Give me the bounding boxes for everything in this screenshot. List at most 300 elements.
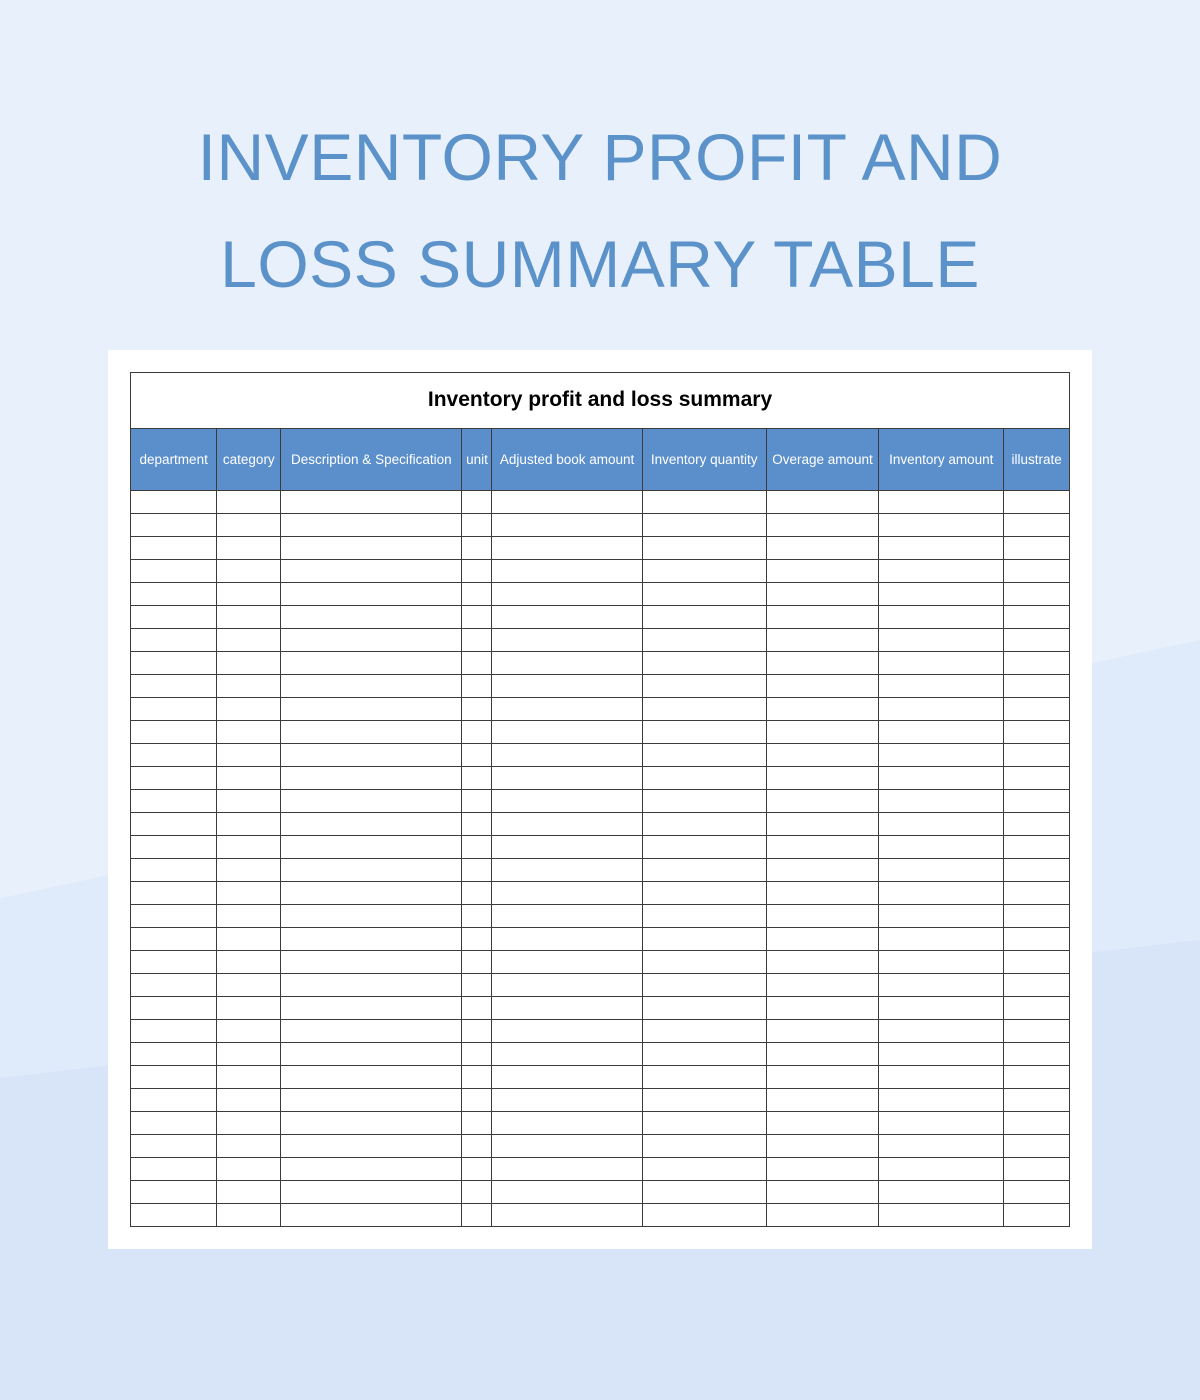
table-cell[interactable] [1004, 720, 1070, 743]
table-cell[interactable] [281, 1203, 462, 1226]
table-row[interactable] [131, 559, 1070, 582]
table-cell[interactable] [766, 766, 879, 789]
table-row[interactable] [131, 812, 1070, 835]
table-cell[interactable] [131, 904, 217, 927]
table-cell[interactable] [642, 996, 766, 1019]
table-cell[interactable] [766, 490, 879, 513]
table-cell[interactable] [642, 536, 766, 559]
table-cell[interactable] [281, 927, 462, 950]
table-row[interactable] [131, 973, 1070, 996]
table-cell[interactable] [492, 697, 642, 720]
table-cell[interactable] [217, 1042, 281, 1065]
table-cell[interactable] [766, 628, 879, 651]
table-cell[interactable] [462, 1157, 492, 1180]
table-cell[interactable] [492, 950, 642, 973]
table-cell[interactable] [642, 605, 766, 628]
table-cell[interactable] [642, 927, 766, 950]
table-cell[interactable] [281, 766, 462, 789]
table-cell[interactable] [642, 858, 766, 881]
table-cell[interactable] [879, 950, 1004, 973]
table-cell[interactable] [642, 1203, 766, 1226]
table-cell[interactable] [217, 1065, 281, 1088]
table-cell[interactable] [766, 1180, 879, 1203]
table-cell[interactable] [217, 674, 281, 697]
table-cell[interactable] [281, 513, 462, 536]
table-cell[interactable] [642, 766, 766, 789]
table-cell[interactable] [462, 1088, 492, 1111]
table-cell[interactable] [1004, 1180, 1070, 1203]
table-cell[interactable] [281, 582, 462, 605]
table-cell[interactable] [492, 1203, 642, 1226]
table-cell[interactable] [217, 490, 281, 513]
table-cell[interactable] [1004, 881, 1070, 904]
table-row[interactable] [131, 1134, 1070, 1157]
table-cell[interactable] [217, 582, 281, 605]
table-row[interactable] [131, 513, 1070, 536]
table-cell[interactable] [217, 927, 281, 950]
table-cell[interactable] [642, 628, 766, 651]
table-cell[interactable] [879, 559, 1004, 582]
table-row[interactable] [131, 1111, 1070, 1134]
table-cell[interactable] [879, 1088, 1004, 1111]
table-cell[interactable] [131, 789, 217, 812]
table-cell[interactable] [131, 973, 217, 996]
table-cell[interactable] [642, 674, 766, 697]
table-cell[interactable] [766, 904, 879, 927]
table-cell[interactable] [766, 1088, 879, 1111]
table-row[interactable] [131, 720, 1070, 743]
table-cell[interactable] [879, 858, 1004, 881]
table-row[interactable] [131, 697, 1070, 720]
table-cell[interactable] [131, 490, 217, 513]
table-cell[interactable] [879, 881, 1004, 904]
table-cell[interactable] [642, 835, 766, 858]
inventory-table[interactable] [130, 372, 1070, 1227]
table-cell[interactable] [766, 1157, 879, 1180]
table-row[interactable] [131, 582, 1070, 605]
table-cell[interactable] [131, 1019, 217, 1042]
table-cell[interactable] [1004, 674, 1070, 697]
table-cell[interactable] [217, 513, 281, 536]
table-cell[interactable] [131, 559, 217, 582]
table-cell[interactable] [1004, 927, 1070, 950]
table-cell[interactable] [492, 766, 642, 789]
table-cell[interactable] [131, 766, 217, 789]
table-cell[interactable] [281, 858, 462, 881]
table-cell[interactable] [642, 1134, 766, 1157]
table-cell[interactable] [642, 513, 766, 536]
table-cell[interactable] [766, 1042, 879, 1065]
table-cell[interactable] [281, 697, 462, 720]
table-cell[interactable] [217, 881, 281, 904]
table-cell[interactable] [766, 1203, 879, 1226]
table-cell[interactable] [281, 1157, 462, 1180]
table-cell[interactable] [217, 1019, 281, 1042]
table-cell[interactable] [492, 628, 642, 651]
table-cell[interactable] [492, 1134, 642, 1157]
table-cell[interactable] [281, 1134, 462, 1157]
table-cell[interactable] [766, 674, 879, 697]
table-cell[interactable] [131, 835, 217, 858]
table-cell[interactable] [1004, 858, 1070, 881]
table-cell[interactable] [462, 513, 492, 536]
table-cell[interactable] [879, 743, 1004, 766]
table-cell[interactable] [1004, 1134, 1070, 1157]
table-cell[interactable] [281, 674, 462, 697]
table-cell[interactable] [281, 996, 462, 1019]
table-cell[interactable] [642, 651, 766, 674]
table-cell[interactable] [492, 1088, 642, 1111]
table-cell[interactable] [1004, 904, 1070, 927]
table-cell[interactable] [217, 766, 281, 789]
table-row[interactable] [131, 835, 1070, 858]
table-cell[interactable] [462, 927, 492, 950]
table-cell[interactable] [217, 1111, 281, 1134]
table-cell[interactable] [281, 1042, 462, 1065]
table-cell[interactable] [879, 835, 1004, 858]
table-cell[interactable] [462, 536, 492, 559]
table-cell[interactable] [462, 789, 492, 812]
table-cell[interactable] [1004, 490, 1070, 513]
table-cell[interactable] [281, 789, 462, 812]
table-cell[interactable] [642, 904, 766, 927]
table-cell[interactable] [217, 559, 281, 582]
table-row[interactable] [131, 1019, 1070, 1042]
column-header-description-specification[interactable]: Description & Specification [281, 428, 462, 490]
table-cell[interactable] [217, 950, 281, 973]
table-cell[interactable] [642, 490, 766, 513]
table-cell[interactable] [492, 904, 642, 927]
table-cell[interactable] [642, 1042, 766, 1065]
table-cell[interactable] [766, 536, 879, 559]
table-cell[interactable] [879, 697, 1004, 720]
table-cell[interactable] [281, 536, 462, 559]
table-cell[interactable] [1004, 789, 1070, 812]
table-cell[interactable] [879, 1065, 1004, 1088]
table-cell[interactable] [492, 835, 642, 858]
table-cell[interactable] [879, 1019, 1004, 1042]
table-cell[interactable] [879, 628, 1004, 651]
table-cell[interactable] [462, 1042, 492, 1065]
table-cell[interactable] [879, 1134, 1004, 1157]
table-cell[interactable] [131, 950, 217, 973]
table-cell[interactable] [281, 651, 462, 674]
table-cell[interactable] [879, 605, 1004, 628]
table-row[interactable] [131, 904, 1070, 927]
table-cell[interactable] [131, 1111, 217, 1134]
table-cell[interactable] [766, 1134, 879, 1157]
table-cell[interactable] [879, 513, 1004, 536]
column-header-overage-amount[interactable]: Overage amount [766, 428, 879, 490]
table-cell[interactable] [131, 812, 217, 835]
table-cell[interactable] [492, 858, 642, 881]
column-header-illustrate[interactable]: illustrate [1004, 428, 1070, 490]
table-cell[interactable] [281, 881, 462, 904]
table-cell[interactable] [766, 513, 879, 536]
table-cell[interactable] [1004, 973, 1070, 996]
table-cell[interactable] [492, 881, 642, 904]
table-cell[interactable] [492, 605, 642, 628]
table-cell[interactable] [462, 651, 492, 674]
table-row[interactable] [131, 628, 1070, 651]
table-cell[interactable] [281, 950, 462, 973]
table-cell[interactable] [281, 1180, 462, 1203]
table-cell[interactable] [131, 858, 217, 881]
table-cell[interactable] [462, 996, 492, 1019]
table-row[interactable] [131, 996, 1070, 1019]
table-cell[interactable] [879, 996, 1004, 1019]
table-cell[interactable] [217, 973, 281, 996]
table-cell[interactable] [462, 582, 492, 605]
column-header-inventory-amount[interactable]: Inventory amount [879, 428, 1004, 490]
table-cell[interactable] [642, 559, 766, 582]
table-cell[interactable] [492, 1065, 642, 1088]
table-cell[interactable] [462, 490, 492, 513]
table-cell[interactable] [462, 1180, 492, 1203]
table-cell[interactable] [879, 1180, 1004, 1203]
table-cell[interactable] [642, 743, 766, 766]
table-cell[interactable] [1004, 835, 1070, 858]
table-cell[interactable] [131, 1042, 217, 1065]
table-cell[interactable] [1004, 1203, 1070, 1226]
table-cell[interactable] [131, 582, 217, 605]
table-cell[interactable] [879, 927, 1004, 950]
table-cell[interactable] [879, 1157, 1004, 1180]
table-cell[interactable] [879, 536, 1004, 559]
table-cell[interactable] [766, 743, 879, 766]
table-cell[interactable] [217, 536, 281, 559]
table-cell[interactable] [1004, 743, 1070, 766]
table-cell[interactable] [462, 812, 492, 835]
table-cell[interactable] [642, 1065, 766, 1088]
table-row[interactable] [131, 490, 1070, 513]
table-cell[interactable] [642, 1157, 766, 1180]
table-row[interactable] [131, 1065, 1070, 1088]
table-cell[interactable] [766, 697, 879, 720]
table-cell[interactable] [131, 927, 217, 950]
table-row[interactable] [131, 1088, 1070, 1111]
table-cell[interactable] [492, 973, 642, 996]
table-cell[interactable] [281, 628, 462, 651]
table-cell[interactable] [642, 950, 766, 973]
table-cell[interactable] [281, 835, 462, 858]
table-cell[interactable] [492, 812, 642, 835]
table-cell[interactable] [462, 858, 492, 881]
table-cell[interactable] [492, 536, 642, 559]
table-cell[interactable] [642, 973, 766, 996]
table-cell[interactable] [766, 835, 879, 858]
table-row[interactable] [131, 605, 1070, 628]
table-cell[interactable] [1004, 1111, 1070, 1134]
table-cell[interactable] [1004, 1019, 1070, 1042]
table-cell[interactable] [879, 1042, 1004, 1065]
table-cell[interactable] [766, 651, 879, 674]
table-cell[interactable] [462, 674, 492, 697]
table-cell[interactable] [492, 513, 642, 536]
table-cell[interactable] [766, 1019, 879, 1042]
table-cell[interactable] [131, 628, 217, 651]
table-cell[interactable] [642, 582, 766, 605]
table-cell[interactable] [492, 1019, 642, 1042]
table-cell[interactable] [131, 651, 217, 674]
table-cell[interactable] [642, 1180, 766, 1203]
table-cell[interactable] [131, 605, 217, 628]
table-row[interactable] [131, 766, 1070, 789]
table-cell[interactable] [462, 1065, 492, 1088]
table-cell[interactable] [217, 789, 281, 812]
table-cell[interactable] [766, 559, 879, 582]
table-row[interactable] [131, 789, 1070, 812]
table-cell[interactable] [492, 674, 642, 697]
table-cell[interactable] [131, 720, 217, 743]
table-cell[interactable] [131, 1134, 217, 1157]
table-cell[interactable] [217, 720, 281, 743]
table-cell[interactable] [492, 720, 642, 743]
table-cell[interactable] [1004, 996, 1070, 1019]
table-cell[interactable] [642, 1088, 766, 1111]
table-cell[interactable] [879, 766, 1004, 789]
table-cell[interactable] [131, 881, 217, 904]
table-cell[interactable] [217, 1134, 281, 1157]
table-cell[interactable] [281, 720, 462, 743]
table-cell[interactable] [879, 1111, 1004, 1134]
table-row[interactable] [131, 950, 1070, 973]
table-row[interactable] [131, 674, 1070, 697]
table-cell[interactable] [766, 996, 879, 1019]
table-cell[interactable] [462, 973, 492, 996]
table-cell[interactable] [1004, 1042, 1070, 1065]
table-cell[interactable] [281, 973, 462, 996]
table-cell[interactable] [462, 1203, 492, 1226]
table-cell[interactable] [879, 904, 1004, 927]
table-cell[interactable] [462, 559, 492, 582]
table-cell[interactable] [131, 536, 217, 559]
table-cell[interactable] [766, 881, 879, 904]
table-cell[interactable] [1004, 651, 1070, 674]
table-cell[interactable] [462, 1134, 492, 1157]
table-cell[interactable] [1004, 582, 1070, 605]
table-cell[interactable] [766, 582, 879, 605]
table-cell[interactable] [131, 1065, 217, 1088]
table-cell[interactable] [492, 490, 642, 513]
table-row[interactable] [131, 881, 1070, 904]
table-cell[interactable] [492, 559, 642, 582]
table-cell[interactable] [217, 628, 281, 651]
table-cell[interactable] [131, 1088, 217, 1111]
table-cell[interactable] [766, 950, 879, 973]
table-cell[interactable] [766, 927, 879, 950]
table-cell[interactable] [281, 559, 462, 582]
table-cell[interactable] [1004, 628, 1070, 651]
table-cell[interactable] [131, 674, 217, 697]
table-cell[interactable] [1004, 1088, 1070, 1111]
table-cell[interactable] [131, 1157, 217, 1180]
table-cell[interactable] [281, 812, 462, 835]
table-cell[interactable] [1004, 513, 1070, 536]
table-cell[interactable] [879, 582, 1004, 605]
table-cell[interactable] [462, 1019, 492, 1042]
table-cell[interactable] [217, 651, 281, 674]
table-cell[interactable] [1004, 697, 1070, 720]
table-body[interactable] [131, 490, 1070, 1226]
table-cell[interactable] [492, 582, 642, 605]
table-cell[interactable] [642, 720, 766, 743]
table-cell[interactable] [462, 835, 492, 858]
table-cell[interactable] [879, 720, 1004, 743]
table-cell[interactable] [492, 927, 642, 950]
table-cell[interactable] [1004, 766, 1070, 789]
table-cell[interactable] [766, 812, 879, 835]
table-row[interactable] [131, 858, 1070, 881]
table-cell[interactable] [131, 1203, 217, 1226]
table-cell[interactable] [492, 1042, 642, 1065]
table-cell[interactable] [131, 697, 217, 720]
column-header-department[interactable]: department [131, 428, 217, 490]
table-cell[interactable] [642, 881, 766, 904]
table-cell[interactable] [462, 697, 492, 720]
table-cell[interactable] [766, 789, 879, 812]
table-cell[interactable] [462, 605, 492, 628]
table-cell[interactable] [1004, 950, 1070, 973]
table-cell[interactable] [642, 789, 766, 812]
table-row[interactable] [131, 927, 1070, 950]
table-cell[interactable] [879, 651, 1004, 674]
table-cell[interactable] [1004, 536, 1070, 559]
table-cell[interactable] [281, 1065, 462, 1088]
table-cell[interactable] [766, 1065, 879, 1088]
table-cell[interactable] [1004, 605, 1070, 628]
table-cell[interactable] [642, 1019, 766, 1042]
table-cell[interactable] [217, 1157, 281, 1180]
table-cell[interactable] [217, 605, 281, 628]
table-cell[interactable] [217, 1088, 281, 1111]
table-cell[interactable] [766, 605, 879, 628]
column-header-inventory-quantity[interactable]: Inventory quantity [642, 428, 766, 490]
table-row[interactable] [131, 536, 1070, 559]
table-cell[interactable] [281, 904, 462, 927]
table-cell[interactable] [131, 743, 217, 766]
table-cell[interactable] [492, 651, 642, 674]
table-cell[interactable] [462, 904, 492, 927]
table-cell[interactable] [879, 789, 1004, 812]
table-row[interactable] [131, 651, 1070, 674]
column-header-adjusted-book-amount[interactable]: Adjusted book amount [492, 428, 642, 490]
table-cell[interactable] [1004, 1157, 1070, 1180]
table-cell[interactable] [1004, 812, 1070, 835]
table-cell[interactable] [462, 766, 492, 789]
table-cell[interactable] [492, 743, 642, 766]
table-cell[interactable] [492, 996, 642, 1019]
table-cell[interactable] [131, 996, 217, 1019]
table-cell[interactable] [281, 1088, 462, 1111]
table-cell[interactable] [217, 835, 281, 858]
table-cell[interactable] [462, 950, 492, 973]
table-row[interactable] [131, 1203, 1070, 1226]
table-cell[interactable] [492, 789, 642, 812]
column-header-unit[interactable]: unit [462, 428, 492, 490]
table-cell[interactable] [492, 1111, 642, 1134]
table-cell[interactable] [462, 1111, 492, 1134]
table-row[interactable] [131, 1157, 1070, 1180]
table-cell[interactable] [492, 1157, 642, 1180]
table-cell[interactable] [217, 812, 281, 835]
table-cell[interactable] [462, 881, 492, 904]
table-cell[interactable] [879, 674, 1004, 697]
table-cell[interactable] [879, 812, 1004, 835]
table-cell[interactable] [217, 996, 281, 1019]
table-cell[interactable] [766, 973, 879, 996]
table-cell[interactable] [131, 1180, 217, 1203]
